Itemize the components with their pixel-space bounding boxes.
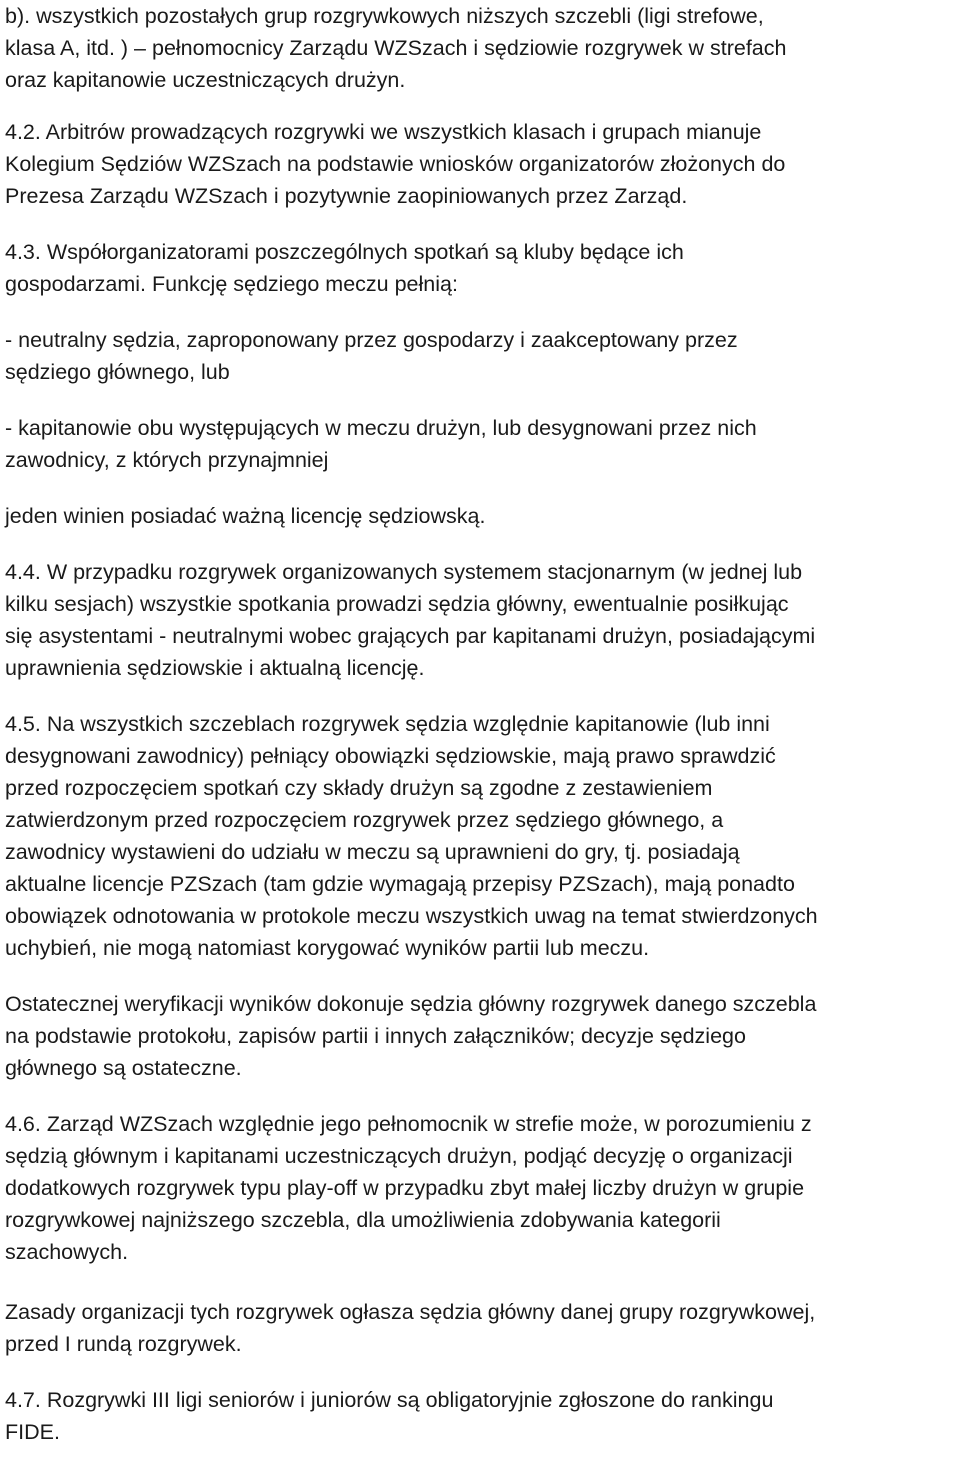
text-line: rozgrywkowej najniższego szczebla, dla umożliwienia zdobywania kategorii	[5, 1208, 721, 1232]
text-line: Prezesa Zarządu WZSzach i pozytywnie zaopiniowanych przez Zarząd.	[5, 184, 688, 208]
text-line: się asystentami - neutralnymi wobec grających par kapitanami drużyn, posiadającymi	[5, 624, 816, 648]
text-line: - kapitanowie obu występujących w meczu drużyn, lub desygnowani przez nich	[5, 416, 757, 440]
text-line: aktualne licencje PZSzach (tam gdzie wymagają przepisy PZSzach), mają ponadto	[5, 872, 795, 896]
text-line: przed I rundą rozgrywek.	[5, 1332, 242, 1356]
text-line: klasa A, itd. ) – pełnomocnicy Zarządu WZSzach i sędziowie rozgrywek w strefach	[5, 36, 787, 60]
text-line: 4.3. Współorganizatorami poszczególnych spotkań są kluby będące ich	[5, 240, 684, 264]
text-line: gospodarzami. Funkcję sędziego meczu pełnią:	[5, 272, 458, 296]
text-line: Ostatecznej weryfikacji wyników dokonuje sędzia główny rozgrywek danego szczebla	[5, 992, 817, 1016]
text-line: desygnowani zawodnicy) pełniący obowiązki sędziowskie, mają prawo sprawdzić	[5, 744, 776, 768]
text-line: na podstawie protokołu, zapisów partii i innych załączników; decyzje sędziego	[5, 1024, 746, 1048]
text-line: 4.5. Na wszystkich szczeblach rozgrywek sędzia względnie kapitanowie (lub inni	[5, 712, 770, 736]
text-line: 4.2. Arbitrów prowadzących rozgrywki we wszystkich klasach i grupach mianuje	[5, 120, 762, 144]
text-line: obowiązek odnotowania w protokole meczu wszystkich uwag na temat stwierdzonych	[5, 904, 818, 928]
text-line: sędziego głównego, lub	[5, 360, 230, 384]
text-line: szachowych.	[5, 1240, 129, 1264]
text-line: zawodnicy, z których przynajmniej	[5, 448, 329, 472]
text-line: zatwierdzonym przed rozpoczęciem rozgrywek przez sędziego głównego, a	[5, 808, 724, 832]
text-line: głównego są ostateczne.	[5, 1056, 242, 1080]
text-line: b). wszystkich pozostałych grup rozgrywkowych niższych szczebli (ligi strefowe,	[5, 4, 764, 28]
text-line: 4.7. Rozgrywki III ligi seniorów i juniorów są obligatoryjnie zgłoszone do rankingu	[5, 1388, 774, 1412]
text-line: Kolegium Sędziów WZSzach na podstawie wniosków organizatorów złożonych do	[5, 152, 786, 176]
text-line: przed rozpoczęciem spotkań czy składy drużyn są zgodne z zestawieniem	[5, 776, 713, 800]
text-line: 4.6. Zarząd WZSzach względnie jego pełnomocnik w strefie może, w porozumieniu z	[5, 1112, 812, 1136]
text-line: FIDE.	[5, 1420, 60, 1444]
text-line: zawodnicy wystawieni do udziału w meczu są uprawnieni do gry, tj. posiadają	[5, 840, 740, 864]
text-line: oraz kapitanowie uczestniczących drużyn.	[5, 68, 406, 92]
text-line: jeden winien posiadać ważną licencję sędziowską.	[5, 504, 486, 528]
text-line: 4.4. W przypadku rozgrywek organizowanych systemem stacjonarnym (w jednej lub	[5, 560, 803, 584]
text-line: kilku sesjach) wszystkie spotkania prowadzi sędzia główny, ewentualnie posiłkując	[5, 592, 789, 616]
text-line: uchybień, nie mogą natomiast korygować wyników partii lub meczu.	[5, 936, 650, 960]
text-line: dodatkowych rozgrywek typu play-off w przypadku zbyt małej liczby drużyn w grupie	[5, 1176, 805, 1200]
text-line: - neutralny sędzia, zaproponowany przez gospodarzy i zaakceptowany przez	[5, 328, 738, 352]
text-line: Zasady organizacji tych rozgrywek ogłasza sędzia główny danej grupy rozgrywkowej,	[5, 1300, 816, 1324]
text-line: uprawnienia sędziowskie i aktualną licencję.	[5, 656, 425, 680]
text-line: sędzią głównym i kapitanami uczestniczących drużyn, podjąć decyzję o organizacji	[5, 1144, 793, 1168]
